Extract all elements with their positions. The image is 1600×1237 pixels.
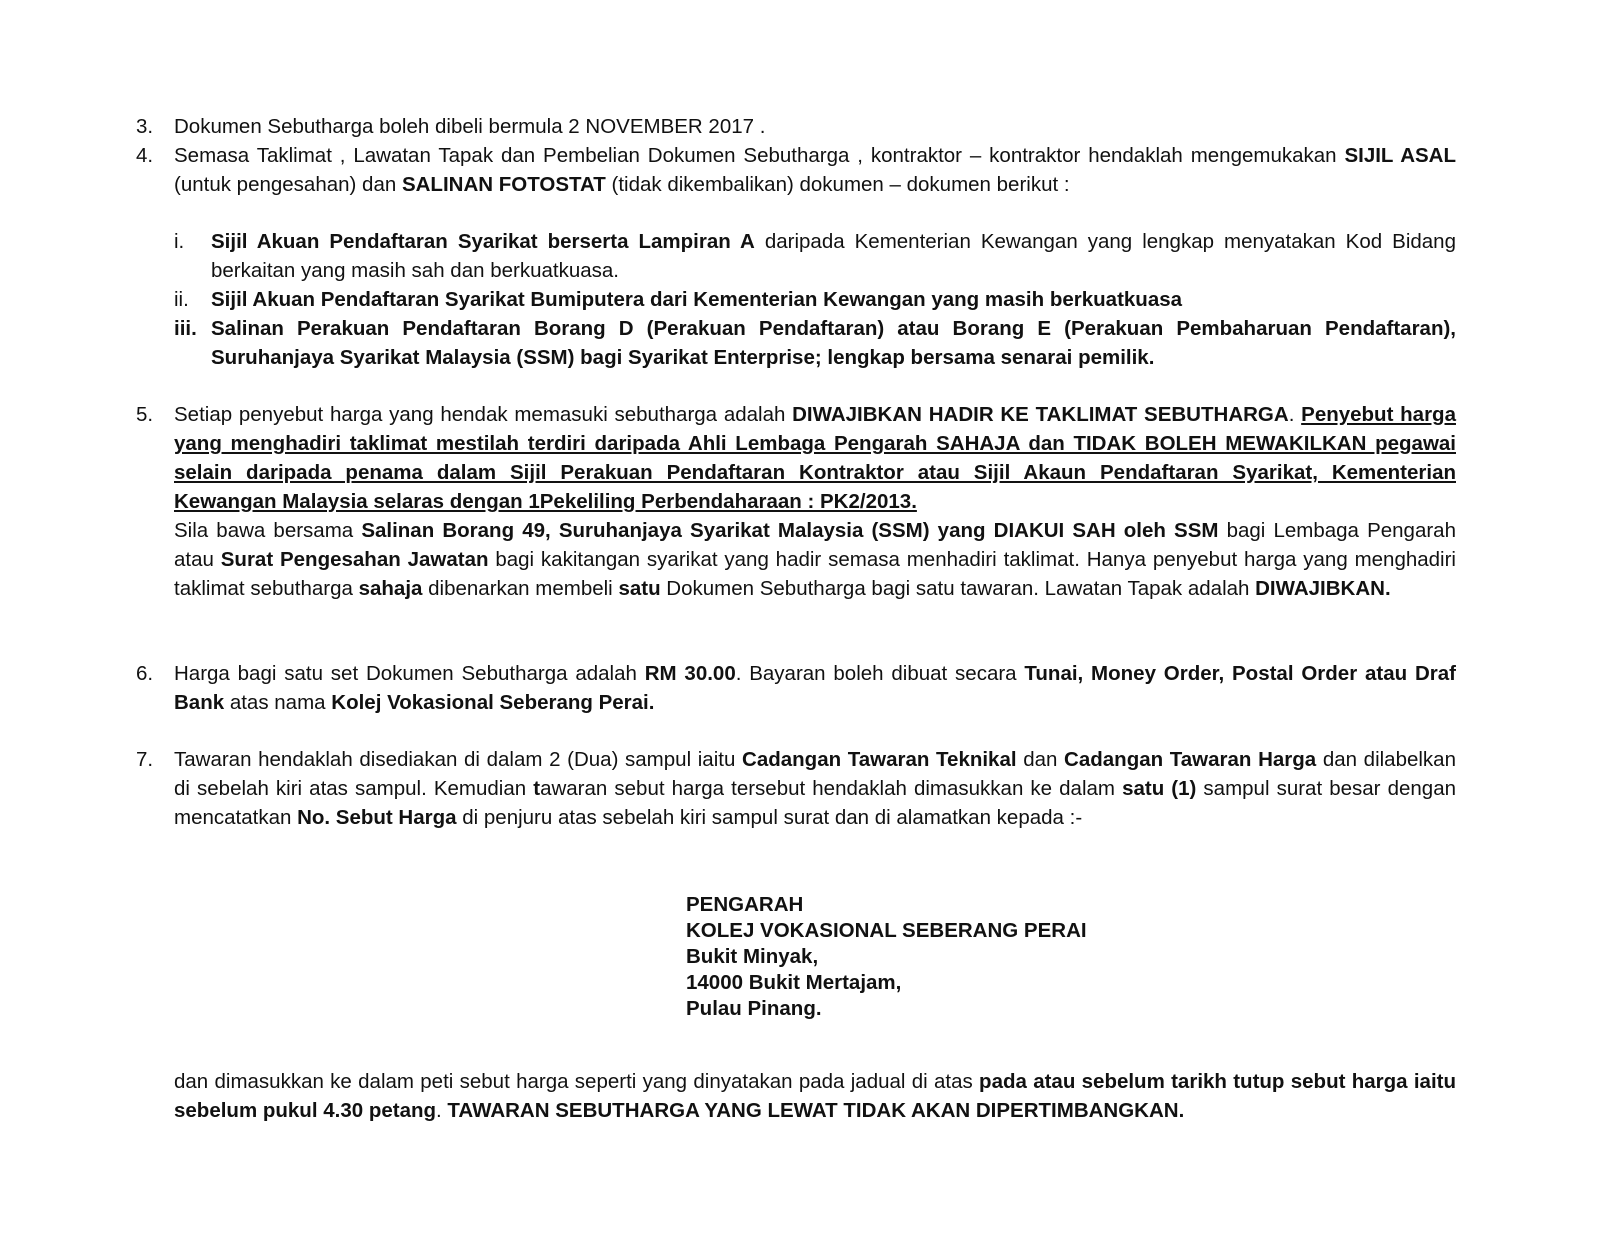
bold-run: DIWAJIBKAN HADIR KE TAKLIMAT SEBUTHARGA — [792, 403, 1289, 426]
bold-run: Tunai, Money Order, Postal Order atau Draf Bank — [174, 662, 1456, 714]
bold-run: SALINAN FOTOSTAT — [401, 173, 606, 196]
clause-5 — [136, 400, 1456, 603]
text-run: Harga bagi satu set Dokumen Sebutharga adalah — [174, 662, 645, 685]
clause-text — [174, 141, 1456, 199]
text-run: Tawaran hendaklah disediakan di dalam 2 (Dua) sampul iaitu — [174, 748, 743, 771]
bold-run: RM 30.00 — [644, 662, 736, 685]
bold-run: SIJIL ASAL — [1344, 144, 1456, 167]
address-line: 14000 Bukit Mertajam, — [686, 971, 902, 994]
clause-3 — [136, 112, 1456, 141]
address-line: KOLEJ VOKASIONAL SEBERANG PERAI — [686, 919, 1087, 942]
text-run: (tidak dikembalikan) dokumen – dokumen berikut : — [605, 173, 1070, 196]
bold-run: sahaja — [358, 577, 423, 600]
text-run: dan dilabelkan di sebelah kiri atas sampul. Kemudian — [174, 748, 1456, 800]
bold-run: No. Sebut Harga — [297, 806, 457, 829]
bold-run: DIWAJIBKAN. — [1255, 577, 1391, 600]
bold-run: t — [533, 777, 541, 800]
text-run: Setiap penyebut harga yang hendak memasuki sebutharga adalah — [174, 403, 793, 426]
text-run: daripada Kementerian Kewangan yang lengkap menyatakan Kod Bidang berkaitan yang masih sah dan berkuatkuasa. — [211, 230, 1456, 282]
sub-clause-text — [211, 285, 1456, 314]
clause-text — [174, 745, 1456, 832]
underlined-bold-run: Penyebut harga yang menghadiri taklimat mestilah terdiri daripada Ahli Lembaga Pengarah SAHAJA dan TIDAK BOLEH MEWAKILKAN pegawai selain daripada penama dalam Sijil Perakuan Pendaftaran Kontraktor atau Sijil Akaun Pendaftaran Syarikat, Kementerian Kewangan Malaysia selaras dengan 1Pekeliling Perbendaharaan : PK2/2013. — [174, 403, 1456, 513]
bold-run: Kolej Vokasional Seberang Perai. — [331, 691, 655, 714]
clause-4 — [136, 141, 1456, 199]
sub-clause-number: i. — [174, 230, 185, 253]
sub-clause-iii — [174, 314, 1456, 372]
bold-run: Cadangan Tawaran Teknikal — [742, 748, 1017, 771]
sub-clause-i — [174, 227, 1456, 285]
bold-run: Salinan Borang 49, Suruhanjaya Syarikat Malaysia (SSM) yang DIAKUI SAH oleh SSM — [361, 519, 1219, 542]
clause-3-text: Dokumen Sebutharga boleh dibeli bermula 2 NOVEMBER 2017 . — [174, 115, 766, 138]
text-run: atas nama — [224, 691, 332, 714]
text-run: di penjuru atas sebelah kiri sampul surat dan di alamatkan kepada :- — [456, 806, 1083, 829]
text-run: dan — [1016, 748, 1065, 771]
text-run: dan dimasukkan ke dalam peti sebut harga seperti yang dinyatakan pada jadual di atas — [174, 1070, 980, 1093]
clause-number: 4. — [136, 144, 154, 167]
bold-run: satu (1) — [1122, 777, 1197, 800]
text-run: sampul surat besar dengan mencatatkan — [174, 777, 1456, 829]
clause-number: 7. — [136, 748, 154, 771]
clause-number: 6. — [136, 662, 154, 685]
bold-run: Cadangan Tawaran Harga — [1064, 748, 1317, 771]
closing-paragraph — [174, 1067, 1456, 1125]
clause-6 — [136, 659, 1456, 717]
recipient-address — [686, 892, 1087, 1022]
bold-run: Sijil Akuan Pendaftaran Syarikat Bumiputera dari Kementerian Kewangan yang masih berkuatkuasa — [211, 288, 1183, 311]
sub-clause-ii — [174, 285, 1456, 314]
clause-text — [174, 400, 1456, 603]
text-run: Dokumen Sebutharga bagi satu tawaran. Lawatan Tapak adalah — [660, 577, 1256, 600]
clause-text — [174, 112, 1456, 141]
text-run: bagi Lembaga Pengarah atau — [174, 519, 1456, 571]
text-run: bagi kakitangan syarikat yang hadir semasa menhadiri taklimat. Hanya penyebut harga yang menghadiri taklimat sebutharga — [174, 548, 1456, 600]
bold-run: satu — [618, 577, 661, 600]
bold-run: Surat Pengesahan Jawatan — [220, 548, 489, 571]
text-run: . — [436, 1099, 448, 1122]
text-run: (untuk pengesahan) dan — [174, 173, 402, 196]
sub-clause-text — [211, 227, 1456, 285]
clause-text — [174, 659, 1456, 717]
text-run: awaran sebut harga tersebut hendaklah dimasukkan ke dalam — [540, 777, 1123, 800]
text-run: . — [1288, 403, 1302, 426]
sub-clause-number: iii. — [174, 317, 197, 340]
clause-7 — [136, 745, 1456, 832]
bold-run: pada atau sebelum tarikh tutup sebut harga iaitu sebelum pukul 4.30 petang — [174, 1070, 1456, 1122]
text-run: Semasa Taklimat , Lawatan Tapak dan Pembelian Dokumen Sebutharga , kontraktor – kontraktor hendaklah mengemukakan — [174, 144, 1345, 167]
text-run: dibenarkan membeli — [422, 577, 619, 600]
bold-run: TAWARAN SEBUTHARGA YANG LEWAT TIDAK AKAN DIPERTIMBANGKAN. — [447, 1099, 1185, 1122]
bold-run: Sijil Akuan Pendaftaran Syarikat berserta Lampiran A — [211, 230, 755, 253]
sub-clause-number: ii. — [174, 288, 189, 311]
address-line: Pulau Pinang. — [686, 997, 822, 1020]
clause-number: 5. — [136, 403, 154, 426]
bold-run: Salinan Perakuan Pendaftaran Borang D (Perakuan Pendaftaran) atau Borang E (Perakuan Pembaharuan Pendaftaran), Suruhanjaya Syarikat Malaysia (SSM) bagi Syarikat Enterprise; lengkap bersama senarai pemilik. — [211, 317, 1456, 369]
address-line: Bukit Minyak, — [686, 945, 819, 968]
address-line: PENGARAH — [686, 893, 804, 916]
sub-clause-text — [211, 314, 1456, 372]
text-run: Sila bawa bersama — [174, 519, 362, 542]
text-run: . Bayaran boleh dibuat secara — [735, 662, 1025, 685]
clause-number: 3. — [136, 115, 154, 138]
